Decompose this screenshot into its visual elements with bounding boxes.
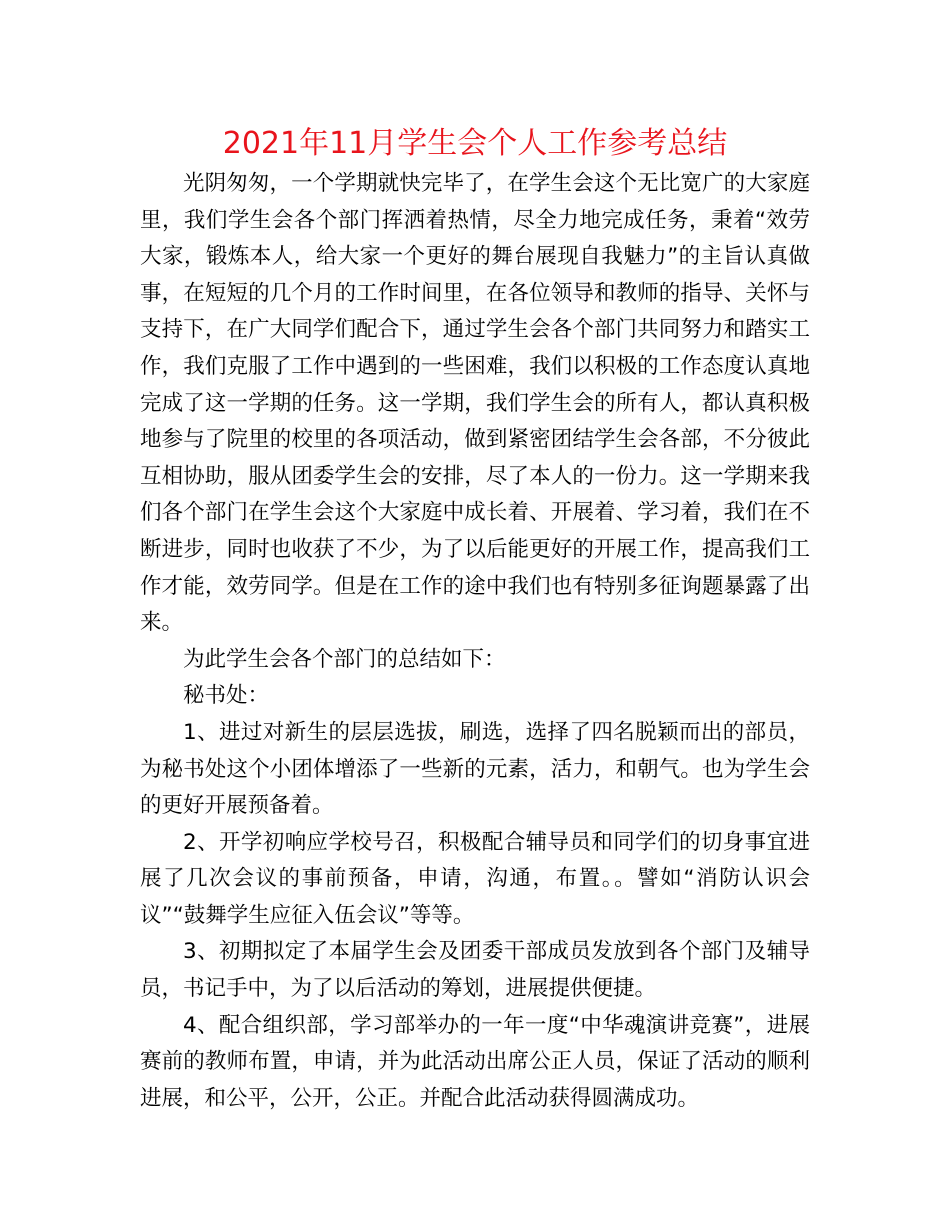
paragraph-item-1: 1、进过对新生的层层选拔，刷选，选择了四名脱颖而出的部员，为秘书处这个小团体增添了一些新的元素，活力，和朝气。也为学生会的更好开展预备着。 — [140, 719, 810, 819]
document-body — [140, 166, 810, 1117]
paragraph-summary-lead: 为此学生会各个部门的总结如下： — [183, 646, 506, 672]
paragraph-item-3: 3、初期拟定了本届学生会及团委干部成员发放到各个部门及辅导员，书记手中，为了以后活动的筹划，进展提供便捷。 — [140, 939, 810, 1002]
paragraph-item-4: 4、配合组织部，学习部举办的一年一度“中华魂演讲竞赛”，进展赛前的教师布置，申请，并为此活动出席公正人员，保证了活动的顺利进展，和公平，公开，公正。并配合此活动获得圆满成功。 — [140, 1012, 810, 1111]
document-title: 2021年11月学生会个人工作参考总结 — [222, 126, 728, 161]
paragraph-intro: 光阴匆匆，一个学期就快完毕了，在学生会这个无比宽广的大家庭里，我们学生会各个部门挥洒着热情，尽全力地完成任务，秉着“效劳大家，锻炼本人，给大家一个更好的舞台展现自我魅力”的主旨认真做事，在短短的几个月的工作时间里，在各位领导和教师的指导、关怀与支持下，在广大同学们配合下，通过学生会各个部门共同努力和踏实工作，我们克服了工作中遇到的一些困难，我们以积极的工作态度认真地完成了这一学期的任务。这一学期，我们学生会的所有人，都认真积极地参与了院里的校里的各项活动，做到紧密团结学生会各部，不分彼此互相协助，服从团委学生会的安排，尽了本人的一份力。这一学期来我们各个部门在学生会这个大家庭中成长着、开展着、学习着，我们在不断进步，同时也收获了不少，为了以后能更好的开展工作，提高我们工作才能，效劳同学。但是在工作的途中我们也有特别多征询题暴露了出来。 — [140, 171, 810, 636]
section-heading-secretariat: 秘书处： — [183, 683, 270, 709]
paragraph-item-2: 2、开学初响应学校号召，积极配合辅导员和同学们的切身事宜进展了几次会议的事前预备，申请，沟通，布置。。譬如“消防认识会议”“鼓舞学生应征入伍会议”等等。 — [140, 829, 810, 928]
